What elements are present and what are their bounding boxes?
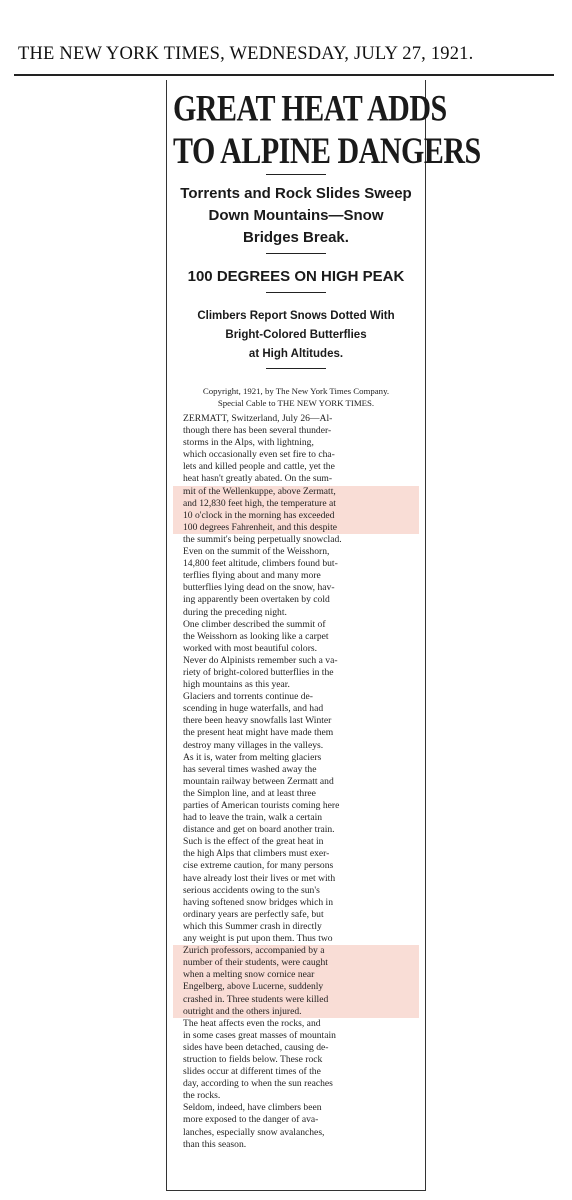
highlighted-text-line: 10 o'clock in the morning has exceeded — [173, 510, 419, 522]
text-line: high mountains as this year. — [183, 679, 290, 691]
article-body — [173, 413, 419, 1151]
article-paragraph — [173, 619, 419, 692]
text-line: terflies flying about and many more — [183, 570, 321, 582]
text-line: though there has been several thunder- — [183, 425, 332, 437]
highlighted-text-line: when a melting snow cornice near — [173, 969, 419, 981]
copyright-credit — [173, 385, 419, 409]
text-line: distance and get on board another train. — [183, 824, 335, 836]
divider — [266, 292, 326, 293]
masthead — [14, 44, 554, 76]
text-line: ing apparently been overtaken by cold — [183, 594, 330, 606]
highlighted-text-line: mit of the Wellenkuppe, above Zermatt, — [173, 486, 419, 498]
masthead-text: THE NEW YORK TIMES, WEDNESDAY, JULY 27, 1921. — [18, 44, 474, 64]
text-line: any weight is put upon them. Thus two — [183, 933, 333, 945]
subheadline — [173, 183, 419, 249]
text-line: the summit's being perpetually snowclad. — [183, 533, 342, 545]
text-line: destroy many villages in the valleys. — [183, 739, 324, 751]
credit-line: Copyright, 1921, by The New York Times Company. — [202, 386, 390, 396]
text-line: butterflies lying dead on the snow, hav- — [183, 582, 335, 594]
text-line: had to leave the train, walk a certain — [183, 812, 323, 824]
text-line: which occasionally even set fire to cha- — [183, 449, 335, 461]
text-line: the Simplon line, and at least three — [183, 787, 316, 799]
divider — [266, 253, 326, 254]
text-line: sides have been detached, causing de- — [183, 1041, 329, 1053]
article-clipping — [166, 80, 481, 1191]
text-line: Seldom, indeed, have climbers been — [183, 1102, 322, 1114]
text-line: having softened snow bridges which in — [183, 896, 334, 908]
article-paragraph — [173, 836, 419, 1017]
text-line: in some cases great masses of mountain — [183, 1029, 336, 1041]
text-line: slides occur at different times of the — [183, 1066, 321, 1078]
subheadline-line: Bridges Break. — [243, 229, 349, 246]
text-line: ZERMATT, Switzerland, July 26—Al- — [183, 413, 333, 424]
article-paragraph — [173, 1102, 419, 1150]
headline-line: GREAT HEAT ADDS — [173, 88, 447, 130]
article-content — [173, 80, 481, 1190]
text-line: the Weisshorn as looking like a carpet — [183, 630, 329, 642]
deck-summary-line: Bright-Colored Butterflies — [225, 329, 367, 341]
highlighted-text-line: Engelberg, above Lucerne, suddenly — [173, 981, 419, 993]
text-line: riety of bright-colored butterflies in the — [183, 666, 334, 678]
text-line: during the preceding night. — [183, 606, 287, 618]
text-line: the high Alps that climbers must exer- — [183, 848, 330, 860]
text-line: ordinary years are perfectly safe, but — [183, 908, 324, 920]
text-line: Even on the summit of the Weisshorn, — [183, 546, 330, 558]
text-line: have already lost their lives or met with — [183, 872, 336, 884]
text-line: struction to fields below. These rock — [183, 1053, 323, 1065]
text-line: Never do Alpinists remember such a va- — [183, 654, 338, 666]
text-line: Such is the effect of the great heat in — [183, 836, 324, 848]
deck-summary-line: Climbers Report Snows Dotted With — [197, 310, 395, 322]
subheadline-line: Torrents and Rock Slides Sweep — [180, 185, 412, 202]
text-line: which this Summer crash in directly — [183, 920, 322, 932]
text-line: As it is, water from melting glaciers — [183, 751, 322, 763]
deck-summary — [173, 307, 419, 364]
article-paragraph — [173, 413, 419, 619]
highlighted-text-line: number of their students, were caught — [173, 957, 419, 969]
divider — [266, 368, 326, 369]
deck-headline: 100 DEGREES ON HIGH PEAK — [187, 268, 405, 285]
text-line: there been heavy snowfalls last Winter — [183, 715, 332, 727]
subheadline-line: Down Mountains—Snow — [208, 207, 384, 224]
text-line: day, according to when the sun reaches — [183, 1078, 333, 1090]
text-line: One climber described the summit of — [183, 618, 326, 630]
headline — [173, 88, 481, 191]
credit-line: Special Cable to THE NEW YORK TIMES. — [217, 398, 375, 408]
text-line: the present heat might have made them — [183, 727, 334, 739]
text-line: Glaciers and torrents continue de- — [183, 691, 313, 703]
text-line: the rocks. — [183, 1090, 221, 1102]
text-line: more exposed to the danger of ava- — [183, 1114, 319, 1126]
deck-summary-line: at High Altitudes. — [248, 348, 344, 360]
highlighted-text-line: 100 degrees Fahrenheit, and this despite — [173, 522, 419, 534]
text-line: parties of American tourists coming here — [183, 800, 340, 811]
text-line: scending in huge waterfalls, and had — [183, 703, 324, 715]
text-line: cise extreme caution, for many persons — [183, 860, 334, 872]
highlighted-text-line: outright and the others injured. — [173, 1006, 419, 1018]
text-line: has several times washed away the — [183, 763, 317, 775]
text-line: 14,800 feet altitude, climbers found but- — [183, 558, 338, 570]
text-line: than this season. — [183, 1138, 247, 1150]
highlighted-text-line: and 12,830 feet high, the temperature at — [173, 498, 419, 510]
text-line: serious accidents owing to the sun's — [183, 884, 320, 896]
text-line: lets and killed people and cattle, yet the — [183, 461, 335, 473]
highlighted-text-line: crashed in. Three students were killed — [173, 994, 419, 1006]
text-line: The heat affects even the rocks, and — [183, 1017, 321, 1029]
text-line: heat hasn't greatly abated. On the sum- — [183, 473, 333, 485]
text-line: lanches, especially snow avalanches, — [183, 1126, 325, 1138]
highlighted-text-line: Zurich professors, accompanied by a — [173, 945, 419, 957]
text-line: storms in the Alps, with lightning, — [183, 437, 314, 449]
article-paragraph — [173, 1018, 419, 1103]
text-line: mountain railway between Zermatt and — [183, 775, 334, 787]
article-paragraph — [173, 691, 419, 836]
text-line: worked with most beautiful colors. — [183, 642, 318, 654]
headline-line: TO ALPINE DANGERS — [173, 130, 481, 172]
